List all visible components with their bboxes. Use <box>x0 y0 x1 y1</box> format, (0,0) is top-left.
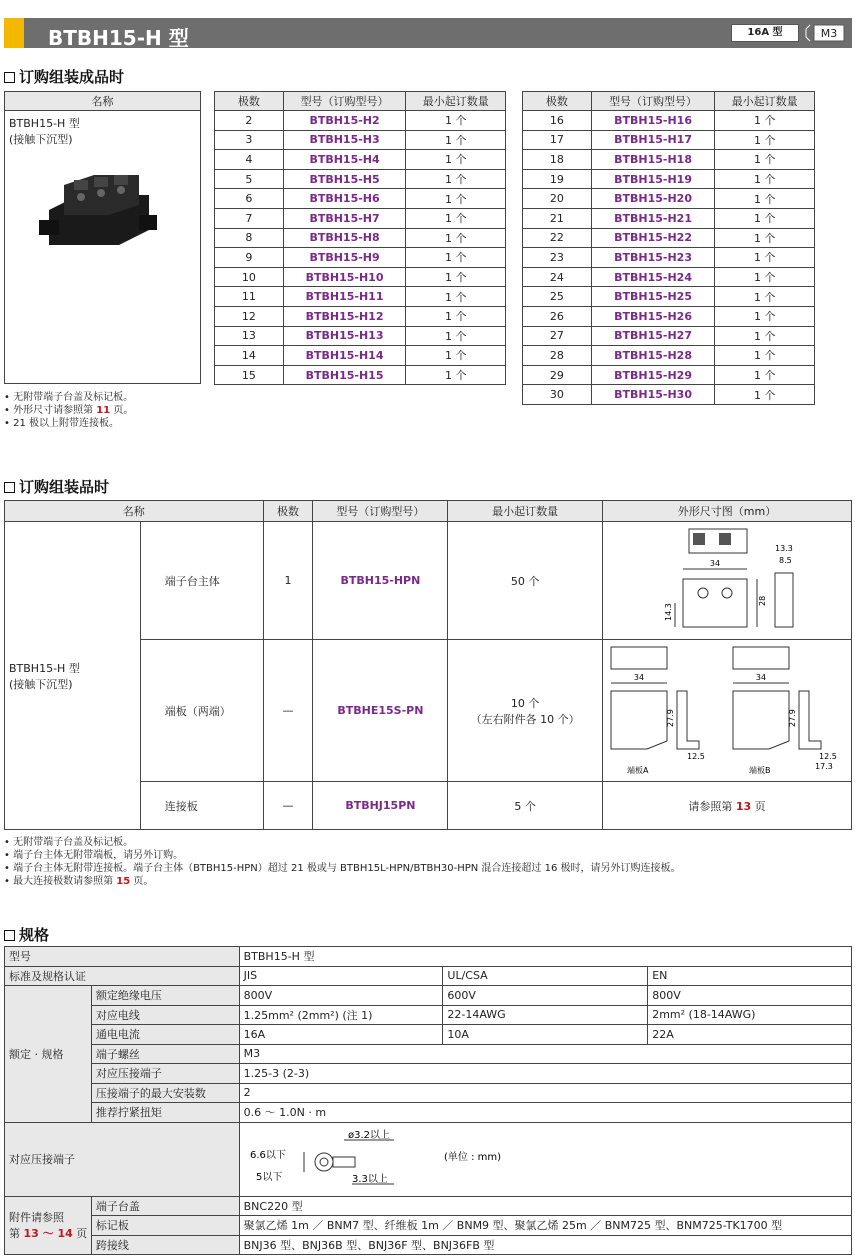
table-row <box>523 189 815 209</box>
section-checkbox-icon <box>4 482 15 493</box>
spec-label: 对应压接端子 <box>5 1122 240 1196</box>
name-header: 名称 <box>5 92 201 111</box>
poles: 14 <box>215 346 284 366</box>
dim-label: 14.3 <box>663 603 673 621</box>
dimension-reference: 请参照第 13 页 <box>602 782 851 830</box>
poles: 30 <box>523 385 592 405</box>
model-number: BTBH15-H27 <box>591 326 715 346</box>
order-table-left <box>214 91 506 385</box>
min-qty: 1 个 <box>406 169 506 189</box>
section-checkbox-icon <box>4 72 15 83</box>
min-qty: 1 个 <box>406 228 506 248</box>
table-row <box>523 306 815 326</box>
spec-value: EN <box>648 966 852 986</box>
col-model: 型号（订购型号） <box>313 501 448 522</box>
model-number: BTBH15-H25 <box>591 287 715 307</box>
model-number: BTBH15-H28 <box>591 346 715 366</box>
min-qty: 1 个 <box>715 189 815 209</box>
poles: 21 <box>523 208 592 228</box>
poles: 7 <box>215 208 284 228</box>
model-number: BTBH15-H18 <box>591 150 715 170</box>
table-row <box>215 150 506 170</box>
poles: 11 <box>215 287 284 307</box>
col-poles: 极数 <box>263 501 313 522</box>
table-row <box>215 189 506 209</box>
spec-value: UL/CSA <box>443 966 648 986</box>
model-number: BTBH15-H22 <box>591 228 715 248</box>
min-qty: 1 个 <box>406 365 506 385</box>
crimp-dim: 6.6以下 <box>249 1149 286 1161</box>
table-row <box>215 267 506 287</box>
min-qty: 5 个 <box>448 782 603 830</box>
spec-label: 对应电线 <box>91 1005 239 1025</box>
model-number: BTBH15-H19 <box>591 169 715 189</box>
col-name: 名称 <box>5 501 264 522</box>
poles: 3 <box>215 130 284 150</box>
poles: 9 <box>215 248 284 268</box>
col-qty: 最小起订数量 <box>406 92 506 111</box>
note: • 21 极以上附带连接板。 <box>4 418 119 429</box>
min-qty: 1 个 <box>406 287 506 307</box>
part-name: 端子台主体 <box>140 522 263 640</box>
poles: 22 <box>523 228 592 248</box>
crimp-dim: ø3.2以上 <box>347 1129 390 1141</box>
table-row <box>523 208 815 228</box>
crimp-terminal-diagram-cell <box>239 1122 851 1196</box>
spec-table <box>4 946 852 1255</box>
table-row <box>523 346 815 366</box>
poles: 24 <box>523 267 592 287</box>
min-qty: 1 个 <box>715 306 815 326</box>
product-name-table <box>4 91 201 384</box>
spec-value: 22A <box>648 1025 852 1045</box>
spec-value: 800V <box>239 986 443 1006</box>
table-row <box>523 365 815 385</box>
poles: 6 <box>215 189 284 209</box>
part-name: 端板（两端） <box>140 640 263 782</box>
spec-value: 600V <box>443 986 648 1006</box>
spec-label: 标记板 <box>91 1216 239 1236</box>
poles: 10 <box>215 267 284 287</box>
poles: 15 <box>215 365 284 385</box>
spec-value: JIS <box>239 966 443 986</box>
section2-title: 订购组装品时 <box>4 476 109 497</box>
model-number: BTBH15-H13 <box>283 326 406 346</box>
poles: 13 <box>215 326 284 346</box>
accessory-group-label: 附件请参照 第 13 ～ 14 页 <box>5 1196 92 1255</box>
table-row <box>215 228 506 248</box>
dim-label: 27.9 <box>787 709 797 727</box>
spec-label: 额定绝缘电压 <box>91 986 239 1006</box>
section3-title: 规格 <box>4 924 49 945</box>
min-qty: 1 个 <box>715 150 815 170</box>
model-number: BTBH15-H12 <box>283 306 406 326</box>
poles: 8 <box>215 228 284 248</box>
poles: 2 <box>215 111 284 131</box>
table-row <box>215 346 506 366</box>
note: • 最大连接极数请参照第 15 页。 <box>4 876 154 887</box>
table-row <box>215 111 506 131</box>
model-number: BTBH15-H2 <box>283 111 406 131</box>
min-qty: 1 个 <box>715 228 815 248</box>
model-number: BTBH15-H30 <box>591 385 715 405</box>
table-row <box>215 169 506 189</box>
screw-size-icon <box>804 23 846 43</box>
table-row <box>215 306 506 326</box>
model-number: BTBH15-H5 <box>283 169 406 189</box>
model-number: BTBH15-H24 <box>591 267 715 287</box>
endplate-a-label: 端板A <box>626 766 649 775</box>
dim-label: 34 <box>755 673 767 682</box>
note: • 无附带端子台盖及标记板。 <box>4 392 134 403</box>
col-dimension: 外形尺寸图（mm） <box>602 501 851 522</box>
table-row <box>523 228 815 248</box>
spec-label: 端子台盖 <box>91 1196 239 1216</box>
note: • 端子台主体无附带连接板。端子台主体（BTBH15-HPN）超过 21 极或与 BTBH15L-HPN/BTBH30-HPN 混合连接超过 16 极时，请另外订购连接板。 <box>4 863 681 874</box>
col-qty: 最小起订数量 <box>715 92 815 111</box>
poles: 12 <box>215 306 284 326</box>
table-row <box>215 248 506 268</box>
min-qty: 1 个 <box>406 326 506 346</box>
terminal-block-image <box>39 155 159 255</box>
spec-value: 1.25mm² (2mm²) (注 1) <box>239 1005 443 1025</box>
min-qty: 1 个 <box>715 326 815 346</box>
component-table <box>4 500 852 830</box>
model-number: BTBH15-H17 <box>591 130 715 150</box>
spec-value: 22-14AWG <box>443 1005 648 1025</box>
model-number: BTBH15-H9 <box>283 248 406 268</box>
spec-value: BTBH15-H 型 <box>239 947 851 967</box>
spec-value: M3 <box>239 1044 851 1064</box>
spec-value: BNJ36 型、BNJ36B 型、BNJ36F 型、BNJ36FB 型 <box>239 1235 851 1255</box>
section1-title: 订购组装成品时 <box>4 66 124 87</box>
product-cell <box>5 522 141 830</box>
min-qty: 1 个 <box>406 150 506 170</box>
table-row <box>215 208 506 228</box>
col-model: 型号（订购型号） <box>591 92 715 111</box>
poles: 27 <box>523 326 592 346</box>
page-title: BTBH15-H 型 <box>48 26 189 50</box>
min-qty: 1 个 <box>715 208 815 228</box>
model-number: BTBH15-H23 <box>591 248 715 268</box>
spec-label: 标准及规格认证 <box>5 966 240 986</box>
dim-label: 34 <box>633 673 645 682</box>
current-rating-badge: 16A 型 <box>731 24 799 42</box>
min-qty: 1 个 <box>406 208 506 228</box>
order-table-right <box>522 91 815 405</box>
note: • 端子台主体无附带端板，请另外订购。 <box>4 850 184 861</box>
section1-notes <box>4 391 133 430</box>
spec-value: 0.6 ～ 1.0N · m <box>239 1103 851 1123</box>
poles: 4 <box>215 150 284 170</box>
poles: 25 <box>523 287 592 307</box>
screw-size-label: M3 <box>820 27 838 40</box>
endplate-dimension-drawing <box>607 641 847 777</box>
poles: 23 <box>523 248 592 268</box>
dim-label: 13.3 <box>774 544 793 553</box>
poles: 1 <box>263 522 313 640</box>
table-row <box>523 267 815 287</box>
dim-label: 34 <box>709 559 721 568</box>
table-row <box>523 111 815 131</box>
spec-label: 通电电流 <box>91 1025 239 1045</box>
spec-value: 2 <box>239 1083 851 1103</box>
table-row <box>523 150 815 170</box>
poles: — <box>263 640 313 782</box>
spec-value: BNC220 型 <box>239 1196 851 1216</box>
note: • 无附带端子台盖及标记板。 <box>4 837 134 848</box>
poles: 28 <box>523 346 592 366</box>
endplate-b-label: 端板B <box>748 766 771 775</box>
dimension-drawing-endplate <box>602 640 851 782</box>
col-poles: 极数 <box>215 92 284 111</box>
poles: 18 <box>523 150 592 170</box>
min-qty: 1 个 <box>715 248 815 268</box>
part-name: 连接板 <box>140 782 263 830</box>
dim-label: 27.9 <box>665 709 675 727</box>
model-number: BTBH15-H3 <box>283 130 406 150</box>
min-qty: 1 个 <box>715 169 815 189</box>
spec-value: 800V <box>648 986 852 1006</box>
model-number: BTBH15-H6 <box>283 189 406 209</box>
min-qty: 1 个 <box>406 111 506 131</box>
unit-label: (单位 : mm) <box>443 1151 501 1163</box>
dim-label: 17.3 <box>814 762 833 771</box>
spec-label: 跨接线 <box>91 1235 239 1255</box>
min-qty: 1 个 <box>715 130 815 150</box>
min-qty: 1 个 <box>406 306 506 326</box>
section2-notes <box>4 836 681 888</box>
model-number: BTBH15-H7 <box>283 208 406 228</box>
model-number: BTBH15-H8 <box>283 228 406 248</box>
table-row <box>523 130 815 150</box>
col-poles: 极数 <box>523 92 592 111</box>
model-number: BTBH15-H29 <box>591 365 715 385</box>
model-number: BTBH15-H16 <box>591 111 715 131</box>
product-name: BTBH15-H 型 <box>9 117 80 130</box>
dim-label: 8.5 <box>778 556 792 565</box>
min-qty: 10 个 （左右附件各 10 个） <box>448 640 603 782</box>
poles: 26 <box>523 306 592 326</box>
dimension-drawing-body <box>602 522 851 640</box>
poles: 17 <box>523 130 592 150</box>
min-qty: 1 个 <box>715 287 815 307</box>
poles: — <box>263 782 313 830</box>
crimp-terminal-diagram <box>244 1124 524 1192</box>
table-row <box>215 365 506 385</box>
spec-label: 对应压接端子 <box>91 1064 239 1084</box>
table-row <box>215 130 506 150</box>
spec-label: 型号 <box>5 947 240 967</box>
model-number: BTBH15-H10 <box>283 267 406 287</box>
note: • 外形尺寸请参照第 11 页。 <box>4 405 134 416</box>
min-qty: 1 个 <box>715 267 815 287</box>
col-model: 型号（订购型号） <box>283 92 406 111</box>
min-qty: 1 个 <box>715 111 815 131</box>
spec-label: 端子螺丝 <box>91 1044 239 1064</box>
model-number: BTBH15-H15 <box>283 365 406 385</box>
model-number: BTBH15-HPN <box>313 522 448 640</box>
spec-value: 16A <box>239 1025 443 1045</box>
table-row <box>523 287 815 307</box>
min-qty: 1 个 <box>715 365 815 385</box>
product-sub: (接触下沉型) <box>9 677 73 691</box>
model-number: BTBH15-H14 <box>283 346 406 366</box>
dim-label: 28 <box>757 595 767 606</box>
poles: 20 <box>523 189 592 209</box>
min-qty: 1 个 <box>715 385 815 405</box>
body-dimension-drawing <box>607 523 847 635</box>
table-row <box>523 326 815 346</box>
section-checkbox-icon <box>4 930 15 941</box>
model-number: BTBHJ15PN <box>313 782 448 830</box>
spec-label: 压接端子的最大安装数 <box>91 1083 239 1103</box>
poles: 16 <box>523 111 592 131</box>
spec-value: 1.25-3 (2-3) <box>239 1064 851 1084</box>
crimp-dim: 3.3以上 <box>351 1173 388 1185</box>
min-qty: 1 个 <box>406 189 506 209</box>
rating-group-label: 额定 · 规格 <box>5 986 92 1123</box>
spec-value: 聚氯乙烯 1m ／ BNM7 型、纤维板 1m ／ BNM9 型、聚氯乙烯 25m ／ BNM725 型、BNM725-TK1700 型 <box>239 1216 851 1236</box>
min-qty: 1 个 <box>406 130 506 150</box>
col-qty: 最小起订数量 <box>448 501 603 522</box>
dim-label: 12.5 <box>818 752 837 761</box>
table-row <box>215 287 506 307</box>
table-row <box>523 385 815 405</box>
poles: 5 <box>215 169 284 189</box>
spec-label: 推荐拧紧扭矩 <box>91 1103 239 1123</box>
min-qty: 1 个 <box>715 346 815 366</box>
poles: 19 <box>523 169 592 189</box>
model-number: BTBH15-H4 <box>283 150 406 170</box>
min-qty: 50 个 <box>448 522 603 640</box>
model-number: BTBHE15S-PN <box>313 640 448 782</box>
model-number: BTBH15-H20 <box>591 189 715 209</box>
page-header <box>4 18 852 48</box>
spec-value: 10A <box>443 1025 648 1045</box>
min-qty: 1 个 <box>406 267 506 287</box>
table-row <box>523 169 815 189</box>
product-cell <box>5 111 201 384</box>
product-name: BTBH15-H 型 <box>9 661 80 675</box>
spec-value: 2mm² (18-14AWG) <box>648 1005 852 1025</box>
crimp-dim: 5以下 <box>255 1171 282 1183</box>
dim-label: 12.5 <box>686 752 705 761</box>
table-row <box>523 248 815 268</box>
table-row <box>215 326 506 346</box>
model-number: BTBH15-H26 <box>591 306 715 326</box>
product-sub: (接触下沉型) <box>9 133 73 146</box>
min-qty: 1 个 <box>406 346 506 366</box>
model-number: BTBH15-H11 <box>283 287 406 307</box>
poles: 29 <box>523 365 592 385</box>
min-qty: 1 个 <box>406 248 506 268</box>
header-accent-bar <box>4 18 24 48</box>
model-number: BTBH15-H21 <box>591 208 715 228</box>
